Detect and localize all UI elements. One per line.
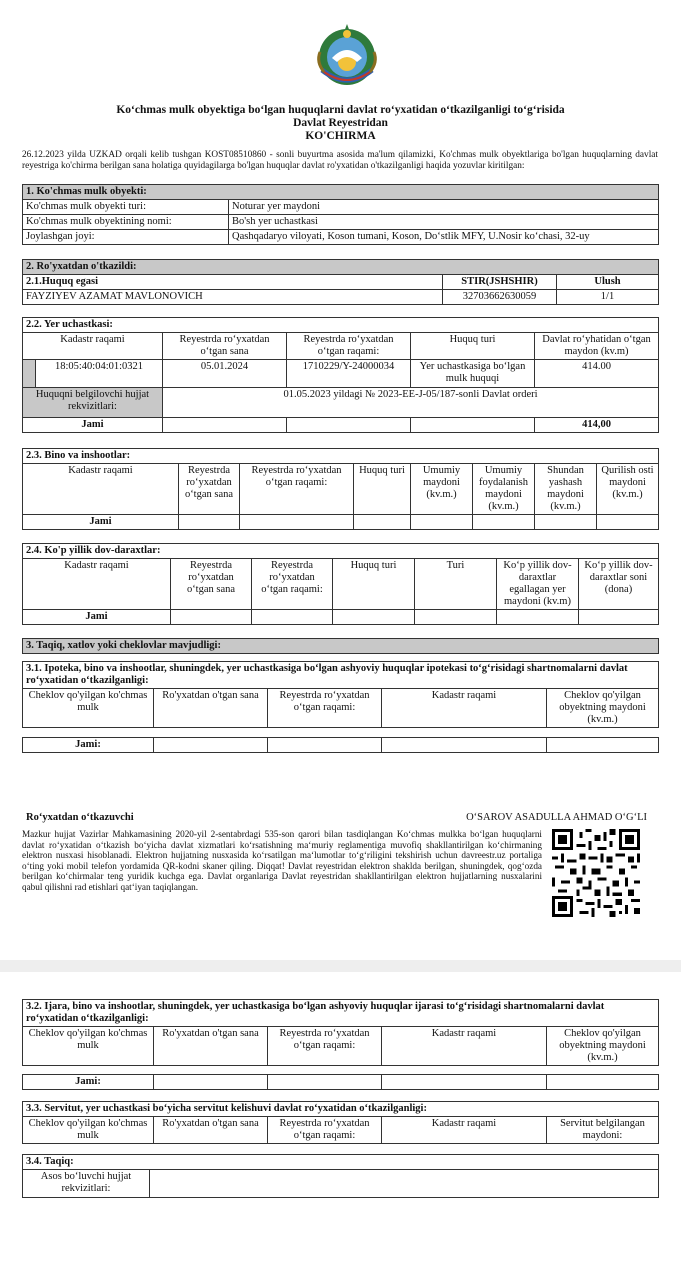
section-3-3-table	[22, 1101, 659, 1144]
tree-total-empty-3	[333, 610, 415, 625]
tree-col-type: Turi	[415, 559, 497, 610]
land-total-empty-3	[411, 418, 535, 433]
object-type-value: Noturar yer maydoni	[229, 200, 659, 215]
owner-header: 2.1.Huquq egasi	[23, 275, 443, 290]
section-2-2-title: 2.2. Yer uchastkasi:	[23, 318, 659, 333]
bldg-total-empty-2	[240, 515, 354, 530]
mortgage-col-area: Cheklov qo'yilgan obyektning maydoni (kv.m.)	[547, 689, 659, 728]
land-doc-value: 01.05.2023 yildagi № 2023-EE-J-05/187-sonli Davlat orderi	[163, 388, 659, 418]
land-col-regno: Reyestrda ro‘yxatdan o‘tgan raqami:	[287, 333, 411, 360]
section-3-3-title: 3.3. Servitut, yer uchastkasi bo‘yicha servitut kelishuvi davlat ro‘yxatidan o‘tkazilganligi:	[23, 1102, 659, 1117]
owner-stir: 32703662630059	[443, 290, 557, 305]
registrar-label: Ro‘yxatdan o‘tkazuvchi	[26, 812, 134, 823]
bldg-col-regno: Reyestrda ro‘yxatdan o‘tgan raqami:	[240, 464, 354, 515]
bldg-total-empty-5	[473, 515, 535, 530]
land-total-empty-1	[163, 418, 287, 433]
bldg-col-living-area: Shundan yashash maydoni (kv.m.)	[535, 464, 597, 515]
section-1-title: 1. Ko'chmas mulk obyekti:	[23, 185, 659, 200]
section-2-3-title: 2.3. Bino va inshootlar:	[23, 449, 659, 464]
mortgage-total-empty-3	[382, 738, 547, 753]
owner-name: FAYZIYEV AZAMAT MAVLONOVICH	[23, 290, 443, 305]
section-2-4-table	[22, 543, 659, 625]
bldg-col-cadastre: Kadastr raqami	[23, 464, 179, 515]
bldg-total-empty-4	[411, 515, 473, 530]
servitude-col-area: Servitut belgilangan maydoni:	[547, 1117, 659, 1144]
doc-title-line2: Davlat Reyestridan	[293, 117, 388, 129]
land-date: 05.01.2024	[163, 360, 287, 388]
section-3-1-total	[22, 737, 659, 753]
section-3-table	[22, 638, 659, 654]
land-cadastre: 18:05:40:04:01:0321	[36, 360, 163, 388]
ban-doc-value	[150, 1170, 659, 1198]
page-2	[0, 972, 681, 1280]
lease-total-empty-3	[382, 1075, 547, 1090]
land-col-area: Davlat ro‘yhatidan o‘tgan maydon (kv.m)	[535, 333, 659, 360]
section-3-4-title: 3.4. Taqiq:	[23, 1155, 659, 1170]
ban-doc-label: Asos bo‘luvchi hujjat rekvizitlari:	[23, 1170, 150, 1198]
servitude-col-date: Ro'yxatdan o'tgan sana	[154, 1117, 268, 1144]
lease-col-date: Ro'yxatdan o'tgan sana	[154, 1027, 268, 1066]
land-doc-label: Huquqni belgilovchi hujjat rekvizitlari:	[23, 388, 163, 418]
section-2-4-title: 2.4. Ko'p yillik dov-daraxtlar:	[23, 544, 659, 559]
land-total-value: 414,00	[535, 418, 659, 433]
tree-total-empty-2	[252, 610, 333, 625]
lease-col-regno: Reyestrda ro‘yxatdan o‘tgan raqami:	[268, 1027, 382, 1066]
land-right: Yer uchastkasiga bo‘lgan mulk huquqi	[411, 360, 535, 388]
tree-total-label: Jami	[23, 610, 171, 625]
land-total-empty-2	[287, 418, 411, 433]
mortgage-total-empty-1	[154, 738, 268, 753]
section-2-table	[22, 259, 659, 305]
owner-share: 1/1	[557, 290, 659, 305]
section-3-1-table	[22, 661, 659, 728]
mortgage-total-empty-2	[268, 738, 382, 753]
stir-header: STIR(JSHSHIR)	[443, 275, 557, 290]
share-header: Ulush	[557, 275, 659, 290]
land-col-right: Huquq turi	[411, 333, 535, 360]
bldg-total-empty-6	[535, 515, 597, 530]
tree-col-date: Reyestrda ro‘yxatdan o‘tgan sana	[171, 559, 252, 610]
land-regno: 1710229/Y-24000034	[287, 360, 411, 388]
lease-total-empty-1	[154, 1075, 268, 1090]
page-break	[0, 960, 681, 972]
lease-col-area: Cheklov qo'yilgan obyektning maydoni (kv.m.)	[547, 1027, 659, 1066]
servitude-col-object: Cheklov qo'yilgan ko'chmas mulk	[23, 1117, 154, 1144]
intro-text: 26.12.2023 yilda UZKAD orqali kelib tushgan KOST08510860 - sonli buyurtma asosida ma'lum qilamizki, Ko'chmas mulk obyektlariga bo'lgan huquqlarning davlat reyestriga ko'chirma berilgan sana holatiga quyidagilarga bo'lgan huquqlar davlat ro'yxatidan o'tkazilganligi haqida yozuvlar kiritilgan:	[22, 150, 658, 171]
tree-total-empty-4	[415, 610, 497, 625]
object-name-label: Ko'chmas mulk obyektining nomi:	[23, 215, 229, 230]
tree-col-regno: Reyestrda ro‘yxatdan o‘tgan raqami:	[252, 559, 333, 610]
section-3-1-title: 3.1. Ipoteka, bino va inshootlar, shuningdek, yer uchastkasiga bo‘lgan ashyoviy huquqlar ipotekasi to‘g‘risidagi shartnomalarni davlat ro‘yxatidan o‘tkazilganligi:	[23, 662, 659, 689]
land-total-label: Jami	[23, 418, 163, 433]
section-2-2-table	[22, 317, 659, 433]
section-3-4-table	[22, 1154, 659, 1198]
tree-col-right: Huquq turi	[333, 559, 415, 610]
qr-code-icon[interactable]	[552, 828, 640, 918]
doc-title-line3: KO'CHIRMA	[305, 130, 376, 142]
lease-col-cadastre: Kadastr raqami	[382, 1027, 547, 1066]
bldg-total-empty-1	[179, 515, 240, 530]
section-1-table	[22, 184, 659, 245]
tree-total-empty-5	[497, 610, 579, 625]
location-label: Joylashgan joyi:	[23, 230, 229, 245]
bldg-col-right: Huquq turi	[354, 464, 411, 515]
tree-col-cadastre: Kadastr raqami	[23, 559, 171, 610]
lease-total-empty-4	[547, 1075, 659, 1090]
legal-footnote: Mazkur hujjat Vazirlar Mahkamasining 2020-yil 2-sentabrdagi 535-son qarori bilan tasdiqlangan Ko‘chmas mulkka bo‘lgan huquqlarni davlat ro‘yxatidan o‘tkazish bo‘yicha davlat xizmatlari ko‘rsatishning ma‘muriy reglamentiga muvofiq shakllantirilgan ko‘chirmaning elektron nusxasi hisoblanadi. Elektron hujjatning nusxasida ko‘rsatilgan ma‘lumotlar to‘g‘riligini tekshirish uchun davreestr.uz portaliga o‘ting yoki mobil telefon yordamida QR-kodni skaner qiling. Diqqat! Davlat reyestridan elektron shaklda berilgan, shuningdek, qog‘ozda berilgan ko‘chirmalar teng yuridik kuchga ega. Davlat organlariga Davlat reyestridan shakllantirilgan elektron hujjatlarning nusxalarini qabul qilishni rad etishlari qat‘iyan taqiqlangan.	[22, 829, 542, 892]
bldg-col-footprint: Qurilish osti maydoni (kv.m.)	[597, 464, 659, 515]
bldg-col-date: Reyestrda ro‘yxatdan o‘tgan sana	[179, 464, 240, 515]
location-value: Qashqadaryo viloyati, Koson tumani, Koson, Do‘stlik MFY, U.Nosir ko‘chasi, 32-uy	[229, 230, 659, 245]
mortgage-col-date: Ro'yxatdan o'tgan sana	[154, 689, 268, 728]
bldg-col-total-area: Umumiy maydoni (kv.m.)	[411, 464, 473, 515]
mortgage-total-label: Jami:	[23, 738, 154, 753]
lease-total-label: Jami:	[23, 1075, 154, 1090]
bldg-col-common-area: Umumiy foydalanish maydoni (kv.m.)	[473, 464, 535, 515]
tree-total-empty-6	[579, 610, 659, 625]
tree-total-empty-1	[171, 610, 252, 625]
land-row-marker	[23, 360, 36, 388]
lease-total-empty-2	[268, 1075, 382, 1090]
land-area: 414.00	[535, 360, 659, 388]
state-emblem-icon	[312, 22, 382, 88]
section-3-2-table	[22, 999, 659, 1066]
land-col-cadastre: Kadastr raqami	[23, 333, 163, 360]
object-name-value: Bo'sh yer uchastkasi	[229, 215, 659, 230]
section-2-3-table	[22, 448, 659, 530]
tree-col-area: Ko‘p yillik dov-daraxtlar egallagan yer maydoni (kv.m)	[497, 559, 579, 610]
mortgage-col-regno: Reyestrda ro‘yxatdan o‘tgan raqami:	[268, 689, 382, 728]
section-3-2-total	[22, 1074, 659, 1090]
doc-title-line1: Ko‘chmas mulk obyektiga bo‘lgan huquqlarni davlat ro‘yxatidan o‘tkazilganligi to‘g‘risida	[116, 104, 565, 116]
section-3-title: 3. Taqiq, xatlov yoki cheklovlar mavjudligi:	[23, 639, 659, 654]
mortgage-total-empty-4	[547, 738, 659, 753]
section-2-title: 2. Ro'yxatdan o'tkazildi:	[23, 260, 659, 275]
mortgage-col-object: Cheklov qo'yilgan ko'chmas mulk	[23, 689, 154, 728]
section-3-2-title: 3.2. Ijara, bino va inshootlar, shuningdek, yer uchastkasiga bo‘lgan ashyoviy huquqlar ijarasi to‘g‘risidagi shartnomalarni davlat ro‘yxatidan o‘tkazilganligi:	[23, 1000, 659, 1027]
land-col-date: Reyestrda ro‘yxatdan o‘tgan sana	[163, 333, 287, 360]
mortgage-col-cadastre: Kadastr raqami	[382, 689, 547, 728]
bldg-total-label: Jami	[23, 515, 179, 530]
lease-col-object: Cheklov qo'yilgan ko'chmas mulk	[23, 1027, 154, 1066]
object-type-label: Ko'chmas mulk obyekti turi:	[23, 200, 229, 215]
bldg-total-empty-7	[597, 515, 659, 530]
tree-col-count: Ko‘p yillik dov-daraxtlar soni (dona)	[579, 559, 659, 610]
servitude-col-cadastre: Kadastr raqami	[382, 1117, 547, 1144]
bldg-total-empty-3	[354, 515, 411, 530]
servitude-col-regno: Reyestrda ro‘yxatdan o‘tgan raqami:	[268, 1117, 382, 1144]
registrar-name: O‘SAROV ASADULLA AHMAD O‘G‘LI	[466, 812, 647, 823]
